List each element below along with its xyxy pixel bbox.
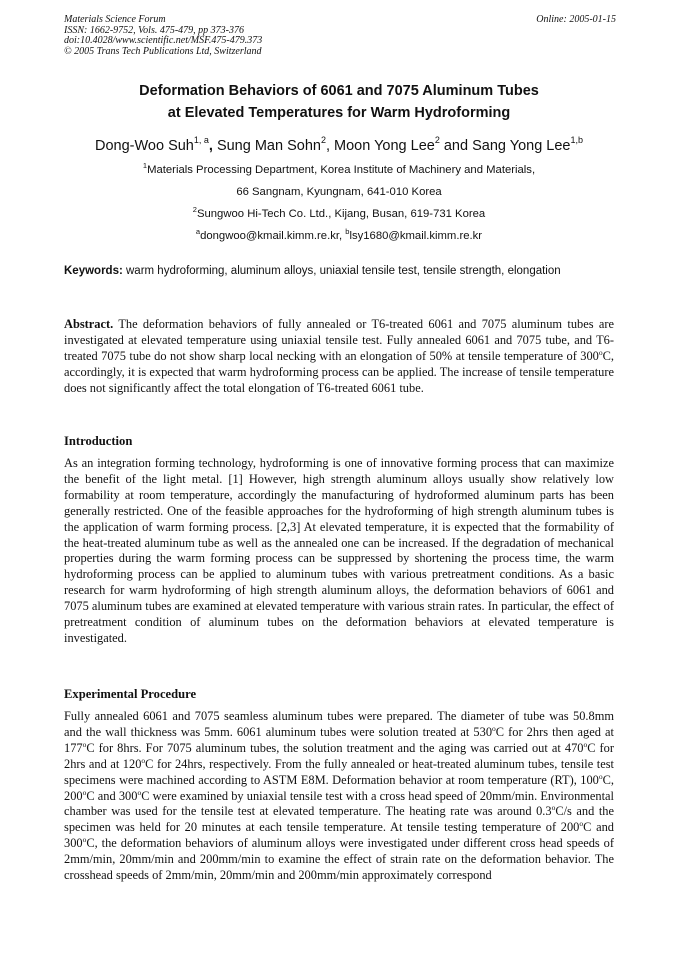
body-text: C and 300 xyxy=(86,788,138,803)
body-text: C for 2hrs then aged at 177 xyxy=(64,724,614,755)
author-name: Sung Man Sohn xyxy=(212,138,321,154)
introduction-heading: Introduction xyxy=(64,434,133,448)
degree-mark: o xyxy=(579,819,584,829)
abstract-text: C, accordingly, it is expected that warm hydroforming process can be applied. The increase of tensile temperature does not significantly affect the total elongation of T6-treated 6061 tube. xyxy=(64,348,614,395)
introduction-body: As an integration forming technology, hydroforming is one of innovative forming process that can maximize the benefit of the light metal. [1] However, high strength aluminum alloys usually show relatively low formability at room temperature, accordingly the manufacturing of hydroformed aluminum parts has been generally restricted. One of the feasible approaches for the hydroforming of high strength aluminum tubes is the application of warm forming process. [2,3] At elevated temperature, it is expected that the formability of the heat-treated aluminum tube as well as the annealed one can be increased. If the degradation of mechanical properties during the warm forming process can be suppressed by shortening the process time, the warm hydroforming process can be applied to aluminum tubes with various pretreatment conditions. As a basic research for warm hydroforming of high strength aluminum alloys, the deformation behaviors of 6061 and 7075 aluminum tubes are examined at elevated temperature with various strain rates. In particular, the effect of pretreatment condition of aluminum tubes on the deformation behaviors at elevated temperature is investigated. xyxy=(64,456,614,645)
issn-line: ISSN: 1662-9752, Vols. 475-479, pp 373-376 xyxy=(64,24,244,36)
keywords-text: warm hydroforming, aluminum alloys, uniaxial tensile test, tensile strength, elongation xyxy=(122,265,561,277)
paper-title xyxy=(40,80,638,124)
doi-line: doi:10.4028/www.scientific.net/MSF.475-479.373 xyxy=(64,35,263,47)
body-text: Fully annealed 6061 and 7075 seamless aluminum tubes were prepared. The diameter of tube was 50.8mm and the wall thickness was 5mm. 6061 aluminum tubes were solution treated at 530 xyxy=(64,709,614,739)
journal-name: Materials Science Forum xyxy=(64,14,166,25)
journal-header xyxy=(64,15,616,57)
affiliation-mark: 2 xyxy=(434,135,440,145)
separator: and xyxy=(439,138,473,154)
abstract-label: Abstract. xyxy=(64,317,114,331)
copyright-line: © 2005 Trans Tech Publications Ltd, Switzerland xyxy=(64,45,262,57)
separator: , xyxy=(325,138,330,154)
body-text: C and 300 xyxy=(64,820,614,851)
email-text: dongwoo@kmail.kimm.re.kr, xyxy=(200,230,346,242)
affiliation-mark: 2 xyxy=(320,135,326,145)
email-mark: a xyxy=(195,227,201,236)
title-line-1: Deformation Behaviors of 6061 and 7075 Aluminum Tubes xyxy=(139,83,539,99)
degree-mark: o xyxy=(82,787,87,797)
body-text: C for 8hrs. For 7075 aluminum tubes, the solution treatment and the aging was carried out at 470 xyxy=(86,740,584,755)
body-text: C/s and the specimen was held for 20 minutes at each tensile temperature. At tensile testing temperature of 200 xyxy=(64,804,614,835)
author-name: Dong-Woo Suh xyxy=(95,138,194,154)
author-name: Moon Yong Lee xyxy=(330,138,435,154)
keywords xyxy=(64,265,624,277)
degree-mark: o xyxy=(82,835,87,845)
affiliation-mark: 1,b xyxy=(570,135,583,145)
email-mark: b xyxy=(345,227,350,236)
degree-mark: o xyxy=(551,803,556,813)
email-text: lsy1680@kmail.kimm.re.kr xyxy=(349,230,483,242)
degree-mark: o xyxy=(137,787,142,797)
affiliation-mark: 2 xyxy=(192,205,197,214)
affiliation-2 xyxy=(20,207,658,221)
body-text: C were examined by uniaxial tensile test with a cross head speed of 20mm/min. Environmental chamber was used for the tensile test at elevated temperature. The heating rate was around 0.3 xyxy=(64,788,614,819)
experimental-body xyxy=(64,709,614,884)
degree-mark: o xyxy=(598,347,603,357)
abstract xyxy=(64,317,614,397)
affiliation-text: Sungwoo Hi-Tech Co. Ltd., Kijang, Busan, 619-731 Korea xyxy=(196,208,486,220)
affiliation-1-address: 66 Sangnam, Kyungnam, 641-010 Korea xyxy=(236,186,442,198)
affiliation-mark: 1, a xyxy=(193,135,209,145)
body-text: C, the deformation behaviors of aluminum alloys were investigated under different cross head speeds of 2mm/min, 20mm/min and 200mm/min to examine the effect of strain rate on the deformation behavior. The crosshead speeds of 2mm/min, 20mm/min and 200mm/min approximately correspond xyxy=(64,836,614,883)
separator: , xyxy=(208,138,213,154)
degree-mark: o xyxy=(82,739,87,749)
body-text: C for 24hrs, respectively. From the fully annealed or heat-treated aluminum tubes, tensile test specimens were machined according to ASTM E8M. Deformation behavior at room temperature (RT), 100 xyxy=(64,756,614,787)
keywords-label: Keywords: xyxy=(64,265,123,277)
abstract-text: The deformation behaviors of fully annealed or T6-treated 6061 and 7075 aluminum tubes are investigated at elevated temperature using uniaxial tensile test. Fully annealed 6061 and 7075 tube, and T6-treated 7075 tube do not show sharp local necking with an elongation of 50% at tensile temperature of 300 xyxy=(64,317,614,363)
body-text: C for 2hrs and at 120 xyxy=(64,740,614,771)
author-name: Sang Yong Lee xyxy=(472,138,571,154)
affiliation-text: Materials Processing Department, Korea Institute of Machinery and Materials, xyxy=(147,164,536,176)
author-list xyxy=(20,136,658,156)
degree-mark: o xyxy=(141,755,146,765)
degree-mark: o xyxy=(492,723,496,733)
online-date: Online: 2005-01-15 xyxy=(536,14,616,25)
body-text: C, 200 xyxy=(64,772,614,803)
experimental-heading: Experimental Procedure xyxy=(64,687,197,701)
affiliation-1 xyxy=(20,163,658,177)
author-emails xyxy=(20,229,658,243)
degree-mark: o xyxy=(583,739,588,749)
title-line-2: at Elevated Temperatures for Warm Hydroforming xyxy=(167,105,511,121)
degree-mark: o xyxy=(598,771,603,781)
affiliation-mark: 1 xyxy=(142,161,148,170)
